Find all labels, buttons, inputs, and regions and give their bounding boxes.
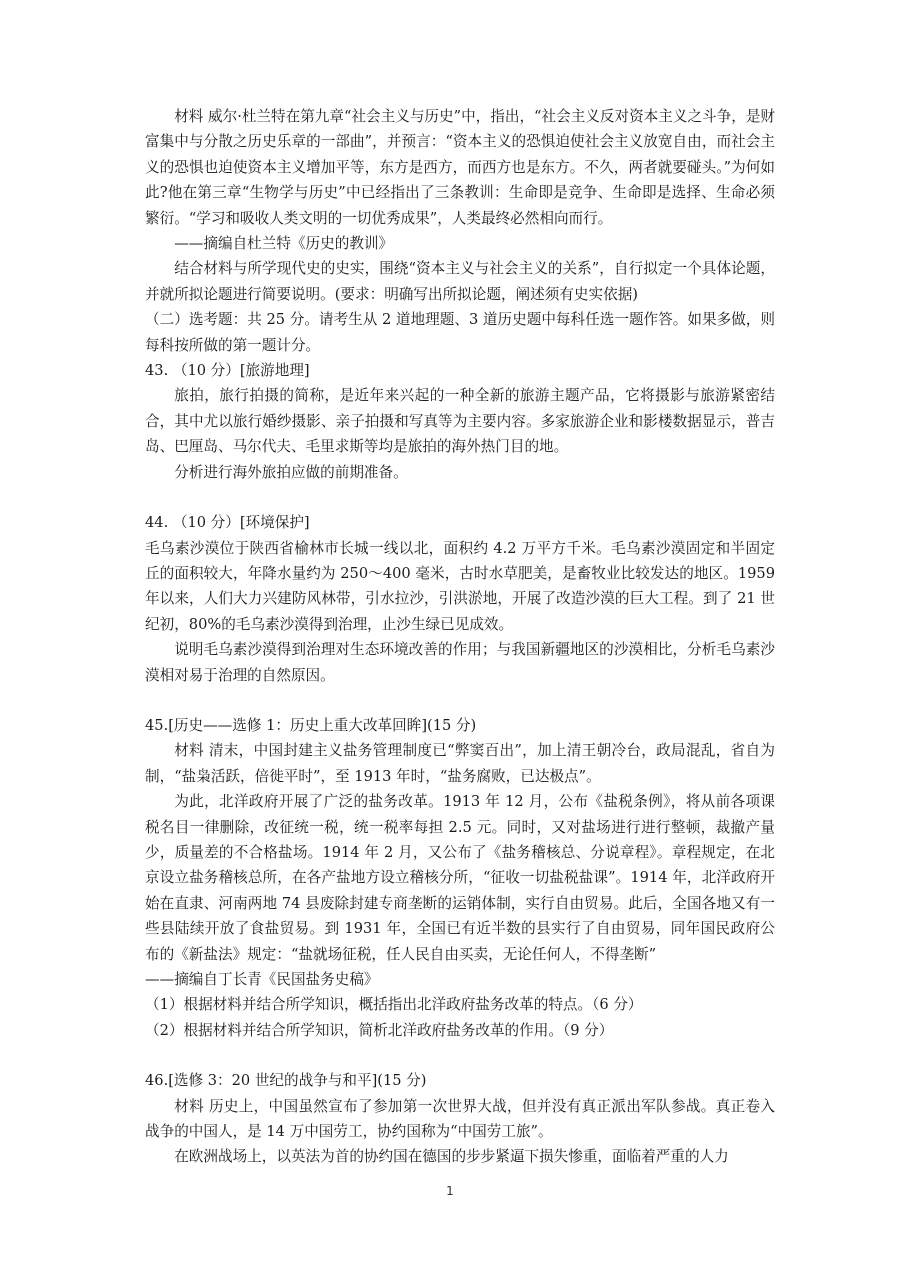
q45-subquestion-1: （1）根据材料并结合所学知识，概括指出北洋政府盐务改革的特点。（6 分）: [145, 996, 643, 1014]
q46-material: 材料 历史上，中国虽然宣布了参加第一次世界大战，但并没有真正派出军队参战。真正卷入战争的中国人，是 14 万中国劳工，协约国称为“中国劳工旅”。: [145, 1097, 775, 1141]
spacer: [145, 485, 775, 510]
q46-continued-text: 在欧洲战场上，以英法为首的协约国在德国的步步紧逼下损失惨重，面临着严重的人力: [174, 1148, 729, 1166]
spacer: [145, 688, 775, 713]
q45-heading: 45.[历史——选修 1：历史上重大改革回眸](15 分): [145, 716, 477, 734]
q43-body: 旅拍，旅行拍摄的简称，是近年来兴起的一种全新的旅游主题产品，它将摄影与旅游紧密结合，其中尤以旅行婚纱摄影、亲子拍摄和写真等为主要内容。多家旅游企业和影楼数据显示，普吉岛、巴厘岛、马尔代夫、毛里求斯等均是旅拍的海外热门目的地。: [145, 387, 775, 456]
page-number: 1: [446, 1184, 454, 1198]
q45-subquestion-2: （2）根据材料并结合所学知识，简析北洋政府盐务改革的作用。（9 分）: [145, 1021, 614, 1039]
elective-intro: （二）选考题：共 25 分。请考生从 2 道地理题、3 道历史题中每科任选一题作答。如果多做，则每科按所做的第一题计分。: [145, 311, 775, 354]
durant-material: 材料 威尔·杜兰特在第九章“社会主义与历史”中，指出，“社会主义反对资本主义之斗争，是财富集中与分散之历史乐章的一部曲”，并预言：“资本主义的恐惧迫使社会主义放宽自由，而社会主义的恐惧也迫使资本主义增加平等，东方是西方，而西方也是东方。不久，两者就要碰头。”为何如此?他在第三章“生物学与历史”中已经指出了三条教训：生命即是竞争、生命即是选择、生命必须繁衍。“学习和吸收人类文明的一切优秀成果”，人类最终必然相向而行。: [145, 108, 776, 227]
q44-body: 毛乌素沙漠位于陕西省榆林市长城一线以北，面积约 4.2 万平方千米。毛乌素沙漠固定和半固定丘的面积较大，年降水量约为 250～400 毫米，古时水草肥美，是畜牧业比较发达的地区。1959 年以来，人们大力兴建防风林带，引水拉沙，引洪淤地，开展了改造沙漠的巨大工程。到了 21 世纪初，80%的毛乌素沙漠得到治理，止沙生绿已见成效。: [145, 539, 775, 633]
q44-question: 说明毛乌素沙漠得到治理对生态环境改善的作用；与我国新疆地区的沙漠相比，分析毛乌素沙漠相对易于治理的自然原因。: [145, 641, 775, 684]
q45-reform-text: 为此，北洋政府开展了广泛的盐务改革。1913 年 12 月，公布《盐税条例》，将从前各项课税名目一律删除，改征统一税，统一税率每担 2.5 元。同时，又对盐场进行进行整顿，裁撤产量少，质量差的不合格盐场。1914 年 2 月，又公布了《盐务稽核总、分说章程》。章程规定，在北京设立盐务稽核总所，在各产盐地方设立稽核分所，“征收一切盐税盐课”。1914 年，北洋政府开始在直隶、河南两地 74 县废除封建专商垄断的运销体制，实行自由贸易。此后，全国各地又有一些县陆续开放了食盐贸易。到 1931 年，全国已有近半数的县实行了自由贸易，同年国民政府公布的《新盐法》规定：“盐就场征税，任人民自由买卖，无论任何人，不得垄断”: [145, 793, 775, 963]
spacer: [145, 1043, 775, 1068]
q43-heading: 43. （10 分）[旅游地理]: [145, 362, 310, 380]
durant-source: ——摘编自杜兰特《历史的教训》: [174, 235, 394, 253]
q46-heading: 46.[选修 3：20 世纪的战争与和平](15 分): [145, 1072, 427, 1090]
q43-question: 分析进行海外旅拍应做的前期准备。: [174, 463, 408, 481]
q45-material: 材料 清末，中国封建主义盐务管理制度已“弊窦百出”，加上清王朝冷台，政局混乱，省自为制，“盐枭活跃，倍徙平时”，至 1913 年时，“盐务腐败，已达极点”。: [145, 742, 775, 785]
q45-source: ——摘编自丁长青《民国盐务史稿》: [145, 971, 379, 988]
durant-task: 结合材料与所学现代史的史实，围绕“资本主义与社会主义的关系”，自行拟定一个具体论题，并就所拟论题进行简要说明。(要求：明确写出所拟论题，阐述须有史实依据): [145, 260, 775, 303]
q44-heading: 44. （10 分）[环境保护]: [145, 514, 310, 532]
exam-page-content: [145, 104, 775, 1170]
